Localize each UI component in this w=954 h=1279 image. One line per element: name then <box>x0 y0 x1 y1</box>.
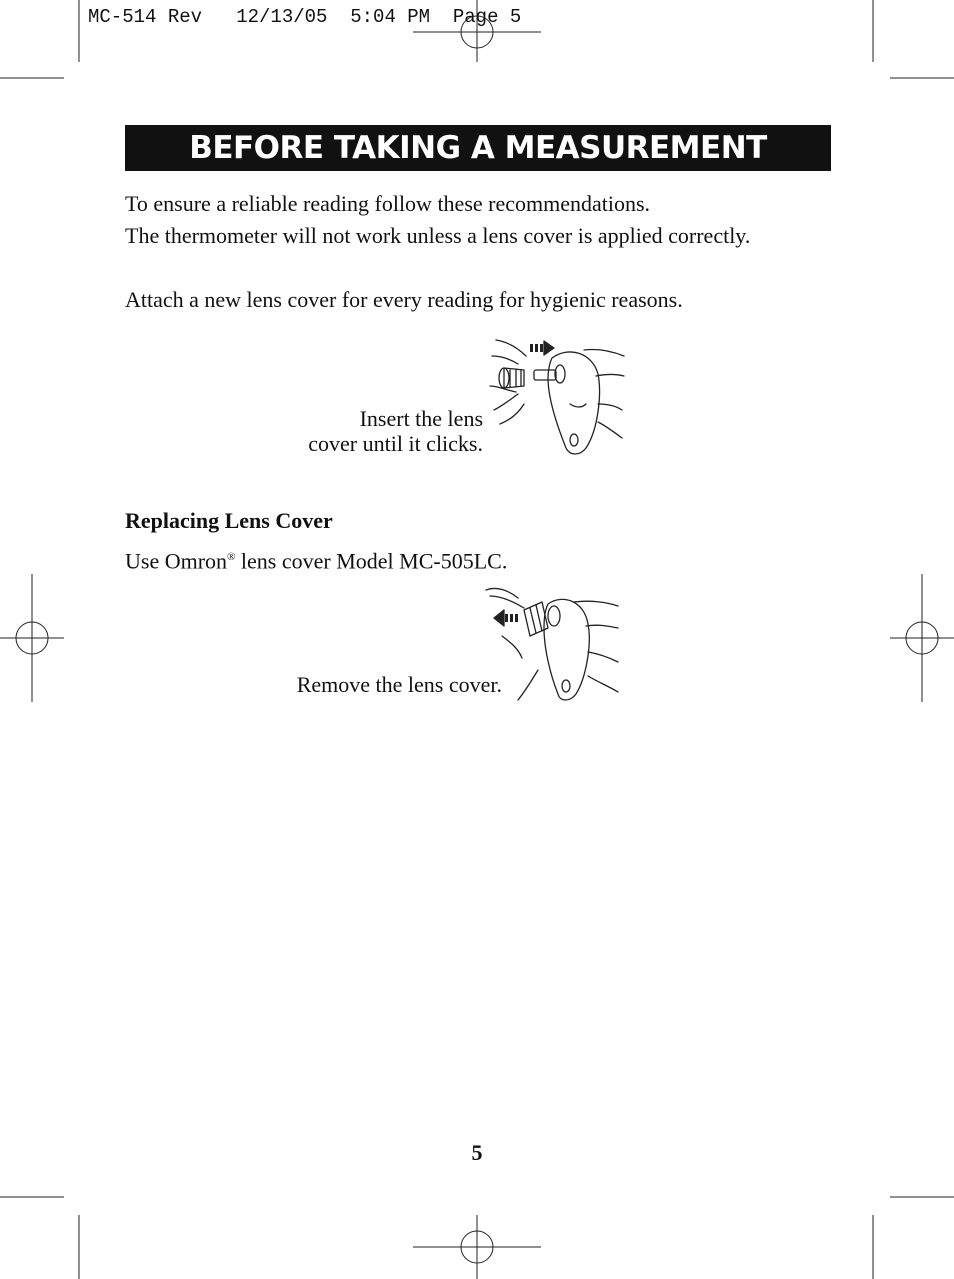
insert-lens-cover-illustration <box>488 334 628 458</box>
intro-line-1: To ensure a reliable reading follow these recommendations. <box>125 191 651 216</box>
arrow-left-icon <box>494 610 518 626</box>
insert-caption-line-2: cover until it clicks. <box>308 431 483 456</box>
page-number: 5 <box>471 1140 483 1165</box>
remove-lens-cover-illustration <box>482 582 622 706</box>
print-slug: MC-514 Rev 12/13/05 5:04 PM Page 5 <box>88 6 522 28</box>
intro-line-3: Attach a new lens cover for every reading for hygienic reasons. <box>125 287 683 312</box>
replacing-text-start: Use Omron <box>125 548 228 574</box>
remove-caption: Remove the lens cover. <box>296 672 502 697</box>
replacing-text-end: lens cover Model MC-505LC. <box>235 548 508 574</box>
insert-caption <box>240 406 483 456</box>
intro-line-2: The thermometer will not work unless a lens cover is applied correctly. <box>125 223 751 248</box>
replacing-text <box>125 541 507 577</box>
section-title-banner: BEFORE TAKING A MEASUREMENT <box>125 125 831 171</box>
insert-caption-line-1: Insert the lens <box>359 406 483 431</box>
registered-mark: ® <box>227 551 236 563</box>
arrow-right-icon <box>530 341 554 355</box>
replacing-heading: Replacing Lens Cover <box>125 508 333 533</box>
